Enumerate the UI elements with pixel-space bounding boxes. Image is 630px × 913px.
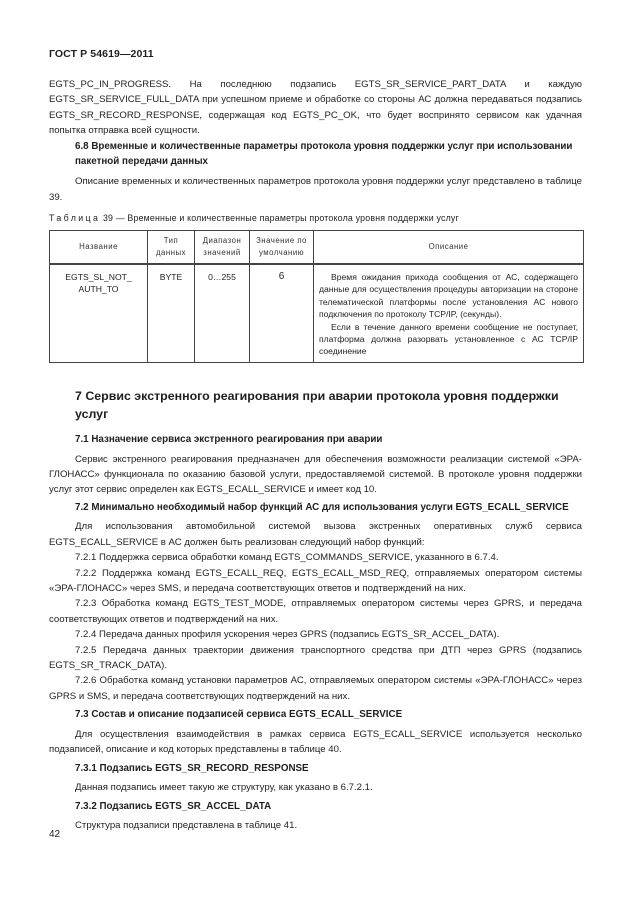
section-7-2-intro: Для использования автомобильной системой вызова экстренных оперативных служб сервиса EGTS_ECALL_SERVICE в АС должен быть реализован следующий набор функций:	[49, 521, 582, 548]
list-item: 7.2.6 Обработка команд установки параметров АС, отправляемых оператором системы «ЭРА-ГЛОНАСС» через GPRS и SMS, и передача соответствующих подтверждений на них.	[49, 675, 582, 702]
table-header-row	[50, 231, 584, 265]
cell-description	[314, 264, 584, 362]
section-7-3-1-heading: 7.3.1 Подзапись EGTS_SR_RECORD_RESPONSE	[75, 762, 309, 774]
list-item: 7.2.1 Поддержка сервиса обработки команд EGTS_COMMANDS_SERVICE, указанного в 6.7.4.	[75, 552, 499, 564]
table-caption-rest: 39 — Временные и количественные параметры протокола уровня поддержки услуг	[100, 213, 459, 223]
section-7-3-2-text: Структура подзаписи представлена в таблице 41.	[75, 820, 298, 832]
list-item: 7.2.5 Передача данных траектории движения транспортного средства при ДТП через GPRS (подзапись EGTS_SR_TRACK_DATA).	[49, 644, 582, 672]
col-header-default: Значение по умолчанию	[250, 231, 314, 265]
list-item: 7.2.3 Обработка команд EGTS_TEST_MODE, отправляемых оператором системы через GPRS, и передача соответствующих ответов и подтверждений на них.	[49, 598, 582, 625]
description-paragraph-1: Время ожидания прихода сообщения от АС, содержащего данные для осуществления процедуры авторизации на стороне телематической платформы после установления АС нового подключения по протоколу TCP/IP, (секунды).	[319, 272, 578, 320]
section-7-2-heading: 7.2 Минимально необходимый набор функций АС для использования услуги EGTS_ECALL_SERVICE	[75, 501, 569, 513]
section-6-8-heading: 6.8 Временные и количественные параметры протокола уровня поддержки услуг при использовании пакетной передачи данных	[75, 141, 573, 167]
section-7-body	[49, 433, 582, 834]
col-header-description: Описание	[314, 231, 584, 265]
list-item: 7.2.4 Передача данных профиля ускорения через GPRS (подзапись EGTS_SR_ACCEL_DATA).	[75, 629, 500, 641]
page-number: 42	[49, 829, 61, 840]
cell-range: 0…255	[195, 264, 250, 362]
list-item: 7.2.2 Поддержка команд EGTS_ECALL_REQ, EGTS_ECALL_MSD_REQ, отправляемых оператором системы «ЭРА-ГЛОНАСС» через SMS, и передача соответствующих ответов и подтверждений на них.	[49, 567, 582, 595]
section-7-heading: 7 Сервис экстренного реагирования при аварии протокола уровня поддержки услуг	[75, 389, 559, 421]
col-header-type: Тип данных	[148, 231, 195, 265]
section-7-1-text: Сервис экстренного реагирования предназначен для обеспечения возможности реализации системой «ЭРА-ГЛОНАСС» функционала по оказанию базовой услуги, предоставляемой системой. В протоколе уровня поддержки услуг этот сервис определен как EGTS_ECALL_SERVICE и имеет код 10.	[49, 453, 582, 496]
table-row	[50, 264, 584, 362]
cell-default: 6	[250, 264, 314, 362]
col-header-range: Диапазон значений	[195, 231, 250, 265]
cell-type: BYTE	[148, 264, 195, 362]
section-7-3-1-text: Данная подзапись имеет такую же структуру, как указано в 6.7.2.1.	[75, 782, 373, 794]
section-7-1-heading: 7.1 Назначение сервиса экстренного реагирования при аварии	[75, 434, 383, 445]
section-7-3-text: Для осуществления взаимодействия в рамках сервиса EGTS_ECALL_SERVICE используется несколько подзаписей, описание и код которых представлены в таблице 40.	[49, 728, 582, 756]
intro-text: EGTS_PC_IN_PROGRESS. На последнюю подзапись EGTS_SR_SERVICE_PART_DATA и каждую EGTS_SR_SERVICE_FULL_DATA при успешном приеме и обработке со стороны АС должна передаваться подзапись EGTS_SR_RECORD_RESPONSE, содержащая код EGTS_PC_OK, что будет воспринято сервисом как удачная попытка отправка всей сущности.	[49, 79, 582, 137]
description-paragraph-2: Если в течение данного времени сообщение не поступает, платформа должна разорвать установленное с АС TCP/IP соединение	[319, 321, 578, 357]
table-39-caption	[49, 213, 459, 223]
intro-paragraph	[49, 77, 582, 139]
section-7-3-heading: 7.3 Состав и описание подзаписей сервиса EGTS_ECALL_SERVICE	[75, 709, 403, 721]
doc-code-header: ГОСТ Р 54619—2011	[49, 48, 154, 60]
section-6-8-text: Описание временных и количественных параметров протокола уровня поддержки услуг представлено в таблице 39.	[49, 176, 582, 203]
cell-name: EGTS_SL_NOT_ AUTH_TO	[50, 264, 148, 362]
section-6-8	[49, 140, 582, 205]
table-caption-prefix: Таблица	[49, 213, 101, 223]
table-39	[49, 230, 584, 363]
col-header-name: Название	[50, 231, 148, 265]
section-7-3-2-heading: 7.3.2 Подзапись EGTS_SR_ACCEL_DATA	[75, 800, 272, 812]
